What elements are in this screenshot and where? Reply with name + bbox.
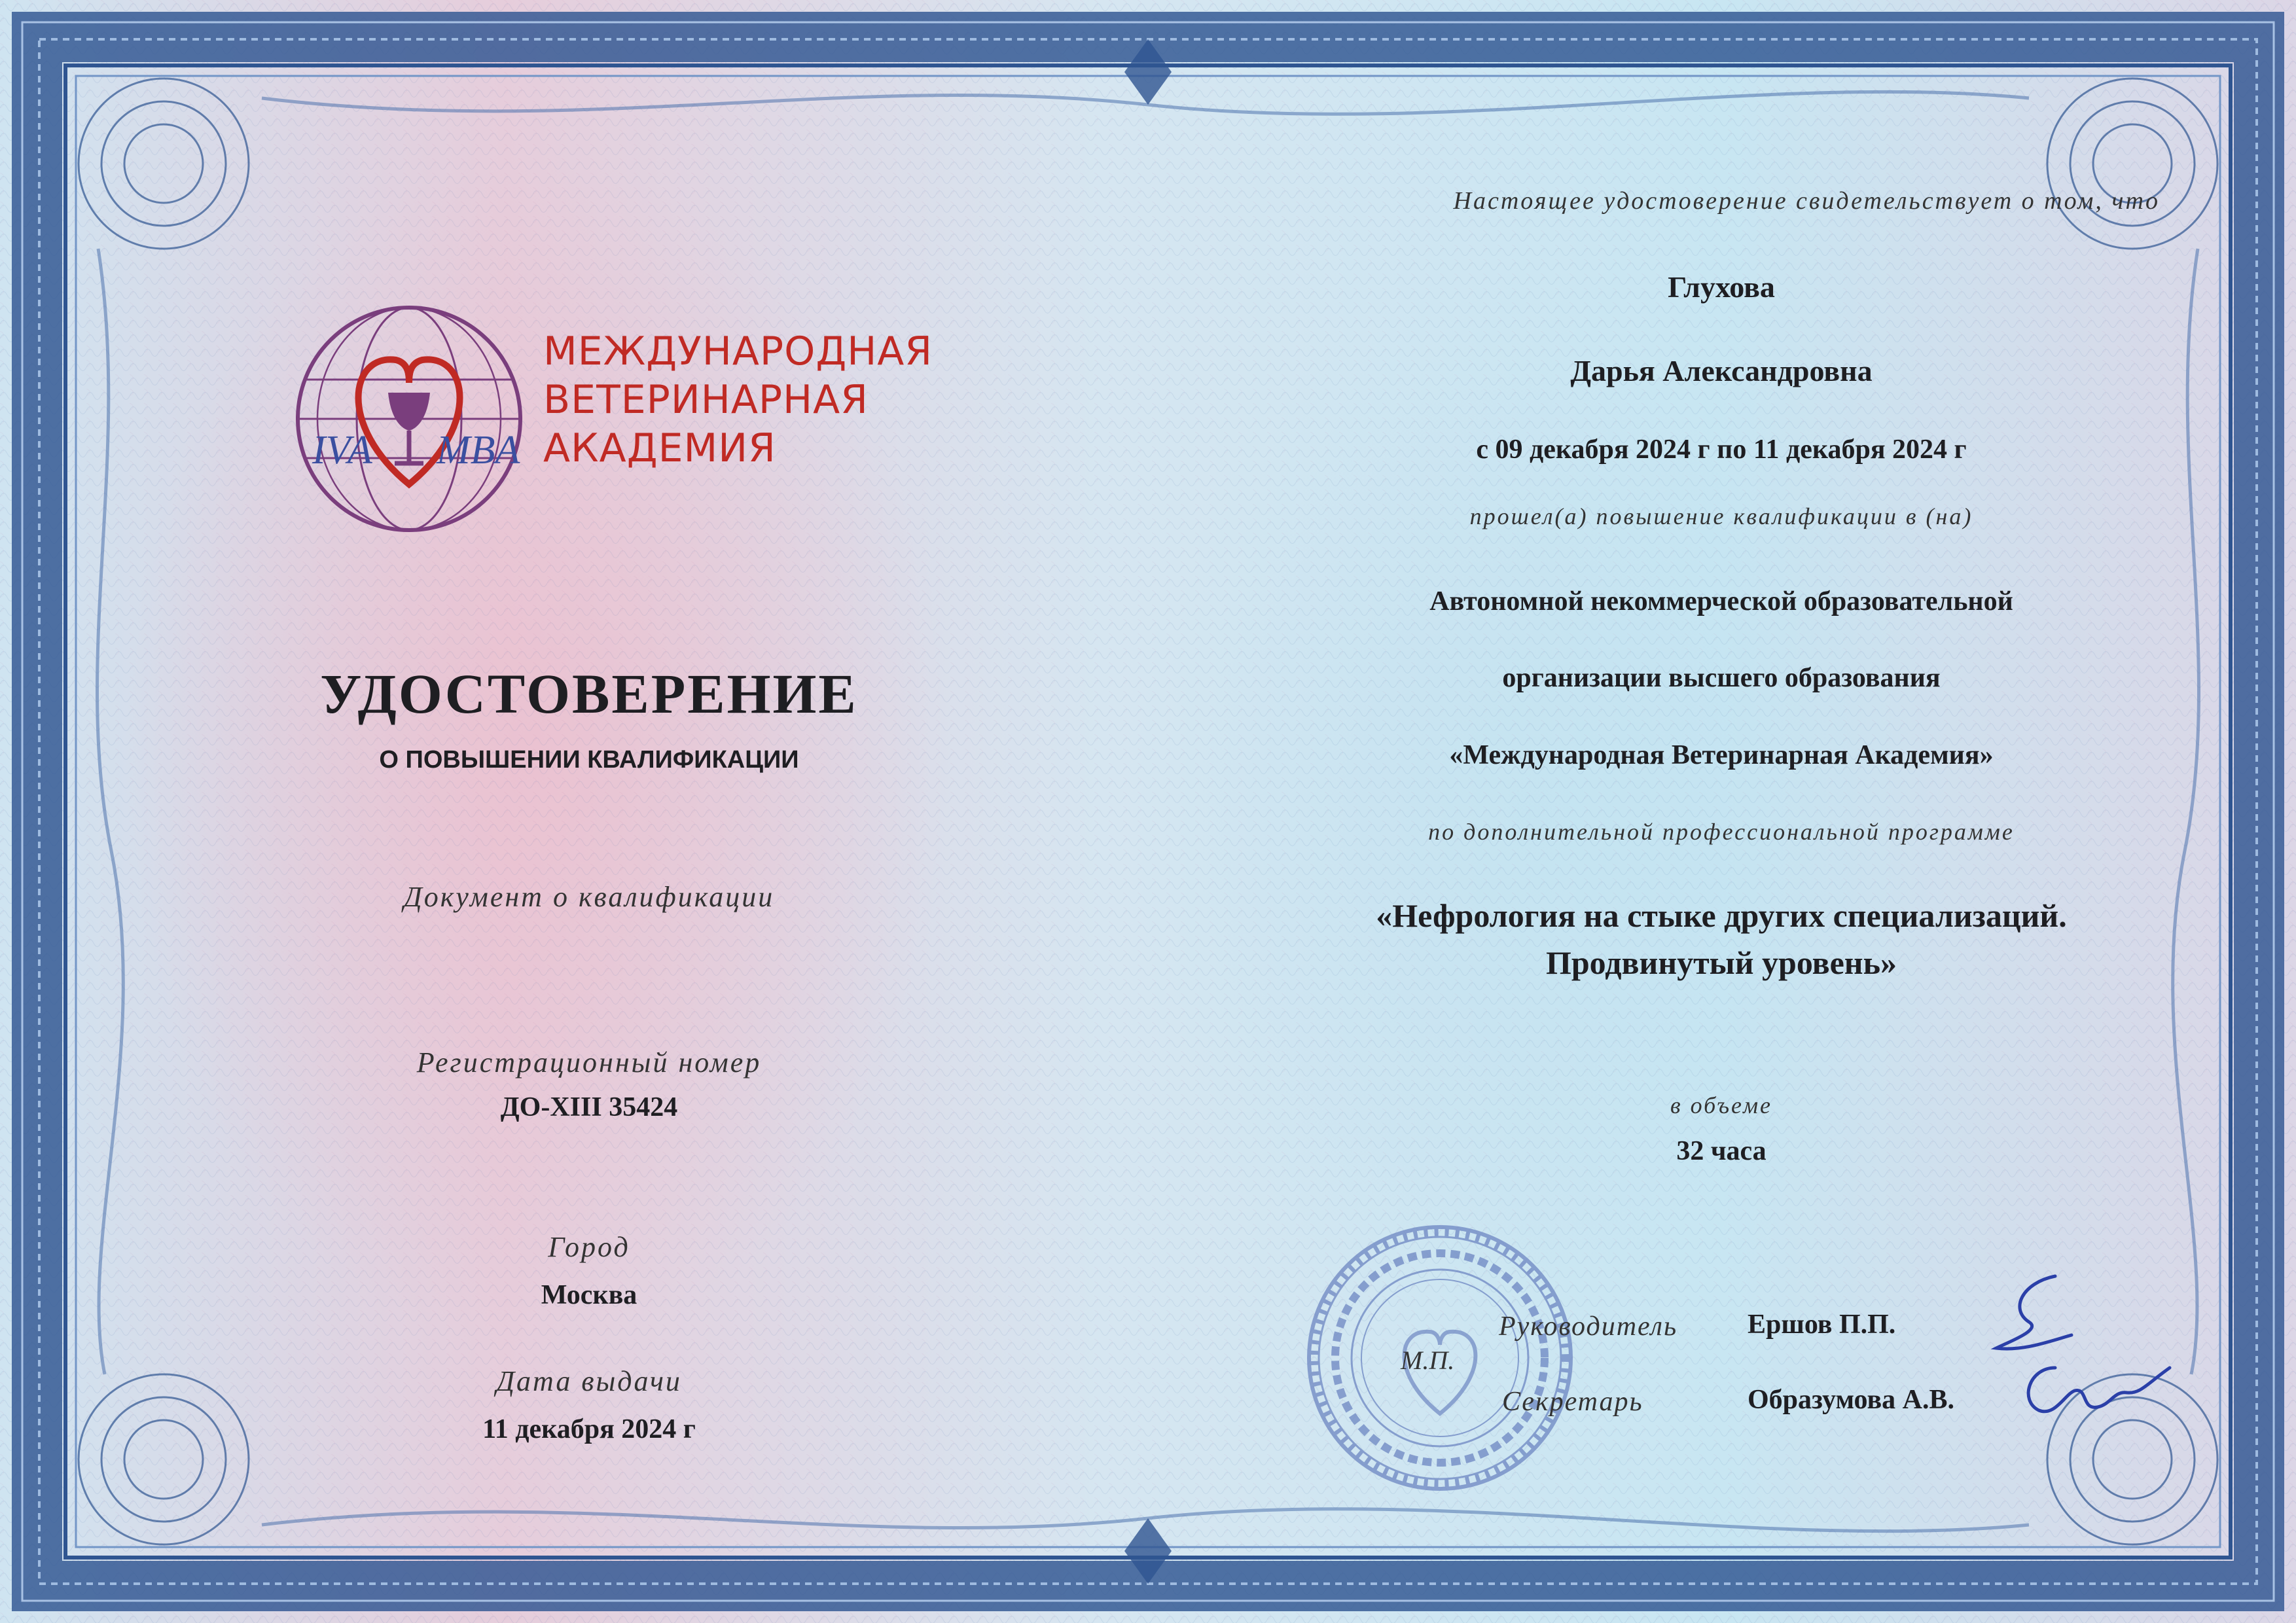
stamp-place-label: М.П. [1401,1346,1455,1375]
city-value: Москва [541,1280,637,1310]
signatory-role: Секретарь [1502,1387,1643,1417]
recipient-name: Дарья Александровна [1570,354,1873,387]
training-period: с 09 декабря 2024 г по 11 декабря 2024 г [1476,435,1967,465]
reg-number-value: ДО-XIII 35424 [500,1092,678,1122]
document-type-label: Документ о квалификации [403,881,775,913]
issue-date-value: 11 декабря 2024 г [482,1414,696,1444]
signatory-name: Образумова А.В. [1748,1385,1955,1415]
volume-label: в объеме [1670,1092,1773,1118]
logo-mba-text: MBA [437,428,520,473]
intro-text: Настоящее удостоверение свидетельствует о том, что [1453,187,2160,215]
certificate-subtitle: О ПОВЫШЕНИИ КВАЛИФИКАЦИИ [379,746,799,774]
volume-value: 32 часа [1676,1136,1767,1166]
city-label: Город [548,1231,630,1263]
logo-iva-text: IVA [312,428,372,473]
signature-secretary [2016,1355,2173,1427]
certificate-title: УДОСТОВЕРЕНИЕ [320,662,858,725]
program-title-line: Продвинутый уровень» [1545,944,1897,981]
academy-name [543,327,1001,473]
academy-name-line: МЕЖДУНАРОДНАЯ [543,329,933,374]
organization-line: организации высшего образования [1502,663,1941,693]
reg-number-label: Регистрационный номер [416,1046,762,1079]
recipient-surname: Глухова [1668,270,1775,304]
passed-text: прошел(а) повышение квалификации в (на) [1469,503,1973,529]
academy-name-line: АКАДЕМИЯ [543,425,776,471]
organization-line: Автономной некоммерческой образовательной [1429,586,2013,616]
program-label: по дополнительной профессиональной программе [1428,819,2015,845]
academy-logo [278,288,540,550]
organization-line: «Международная Ветеринарная Академия» [1449,740,1994,770]
signature-director [1983,1270,2081,1361]
signatory-role: Руководитель [1499,1311,1678,1342]
issue-date-label: Дата выдачи [496,1365,682,1397]
academy-name-line: ВЕТЕРИНАРНАЯ [543,377,869,423]
program-title-line: «Нефрология на стыке других специализаций. [1376,897,2067,934]
signatory-name: Ершов П.П. [1748,1310,1896,1340]
